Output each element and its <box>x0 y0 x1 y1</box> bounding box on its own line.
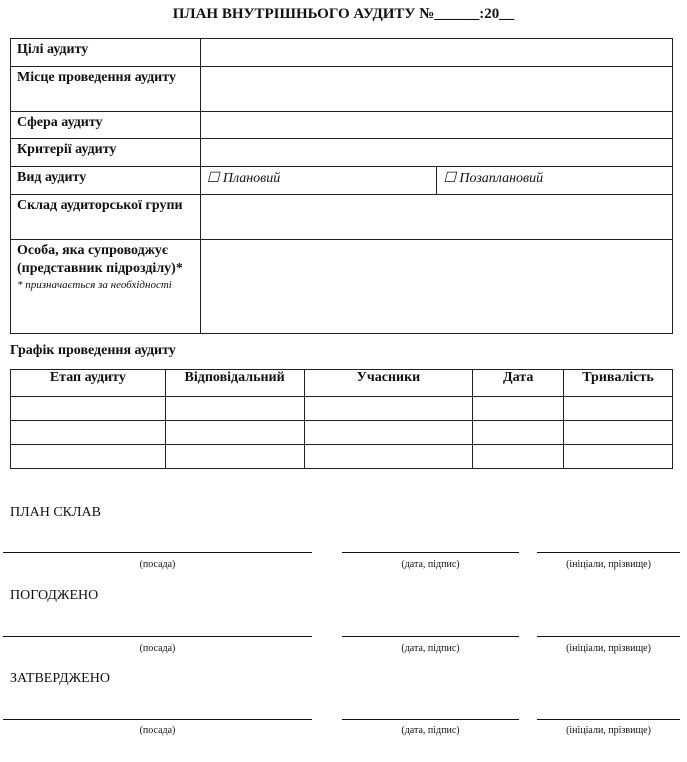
schedule-table <box>10 369 673 469</box>
location-field[interactable] <box>200 67 672 112</box>
label-location: Місце проведення аудиту <box>11 67 201 112</box>
caption-name: (ініціали, прізвище) <box>566 643 651 654</box>
caption-name: (ініціали, прізвище) <box>566 725 651 736</box>
schedule-heading: Графік проведення аудиту <box>10 343 176 358</box>
caption-name: (ініціали, прізвище) <box>566 559 651 570</box>
goals-field[interactable] <box>200 39 672 67</box>
caption-date: (дата, підпис) <box>401 725 460 736</box>
table-row <box>11 445 673 469</box>
escort-label: Особа, яка супроводжує (представник підрозділу)* <box>17 243 183 276</box>
table-row <box>11 421 673 445</box>
cell[interactable] <box>473 421 564 445</box>
cell[interactable] <box>11 421 166 445</box>
page-title: ПЛАН ВНУТРІШНЬОГО АУДИТУ №______:20__ <box>172 6 515 22</box>
scope-field[interactable] <box>200 112 672 139</box>
cell[interactable] <box>11 445 166 469</box>
option-planned[interactable] <box>200 167 437 195</box>
cell[interactable] <box>473 445 564 469</box>
signature-line-date[interactable] <box>342 636 519 637</box>
signature-line-name[interactable] <box>537 636 680 637</box>
label-audit-type: Вид аудиту <box>11 167 201 195</box>
signature-line-name[interactable] <box>537 719 680 720</box>
signature-line-name[interactable] <box>537 552 680 553</box>
signature-line-date[interactable] <box>342 552 519 553</box>
label-scope: Сфера аудиту <box>11 112 201 139</box>
cell[interactable] <box>165 421 304 445</box>
label-criteria: Критерії аудиту <box>11 139 201 167</box>
escort-field[interactable] <box>200 240 672 334</box>
label-goals: Цілі аудиту <box>11 39 201 67</box>
caption-position: (посада) <box>139 643 176 654</box>
caption-date: (дата, підпис) <box>401 643 460 654</box>
cell[interactable] <box>304 445 473 469</box>
signature-line-position[interactable] <box>3 636 312 637</box>
cell[interactable] <box>564 421 673 445</box>
table-row <box>11 397 673 421</box>
criteria-field[interactable] <box>200 139 672 167</box>
cell[interactable] <box>304 421 473 445</box>
col-responsible: Відповідальний <box>165 370 304 397</box>
option-unplanned-label: Позаплановий <box>459 171 544 186</box>
caption-position: (посада) <box>139 559 176 570</box>
team-field[interactable] <box>200 195 672 240</box>
signature-line-date[interactable] <box>342 719 519 720</box>
col-participants: Учасники <box>304 370 473 397</box>
option-planned-label: Плановий <box>222 171 281 186</box>
cell[interactable] <box>165 397 304 421</box>
label-team: Склад аудиторської групи <box>11 195 201 240</box>
signature-heading-compiled: ПЛАН СКЛАВ <box>10 505 101 520</box>
signature-heading-agreed: ПОГОДЖЕНО <box>10 588 99 603</box>
audit-info-table <box>10 38 673 334</box>
caption-date: (дата, підпис) <box>401 559 460 570</box>
signature-line-position[interactable] <box>3 719 312 720</box>
cell[interactable] <box>564 445 673 469</box>
col-duration: Тривалість <box>564 370 673 397</box>
col-date: Дата <box>473 370 564 397</box>
label-escort <box>11 240 201 334</box>
signature-line-position[interactable] <box>3 552 312 553</box>
option-unplanned[interactable] <box>437 167 673 195</box>
escort-note: * призначається за необхідності <box>17 279 172 291</box>
cell[interactable] <box>165 445 304 469</box>
cell[interactable] <box>11 397 166 421</box>
checkbox-icon[interactable]: ☐ <box>206 171 220 186</box>
cell[interactable] <box>473 397 564 421</box>
caption-position: (посада) <box>139 725 176 736</box>
col-stage: Етап аудиту <box>11 370 166 397</box>
checkbox-icon[interactable]: ☐ <box>443 171 456 186</box>
cell[interactable] <box>304 397 473 421</box>
signature-heading-approved: ЗАТВЕРДЖЕНО <box>10 671 110 686</box>
cell[interactable] <box>564 397 673 421</box>
